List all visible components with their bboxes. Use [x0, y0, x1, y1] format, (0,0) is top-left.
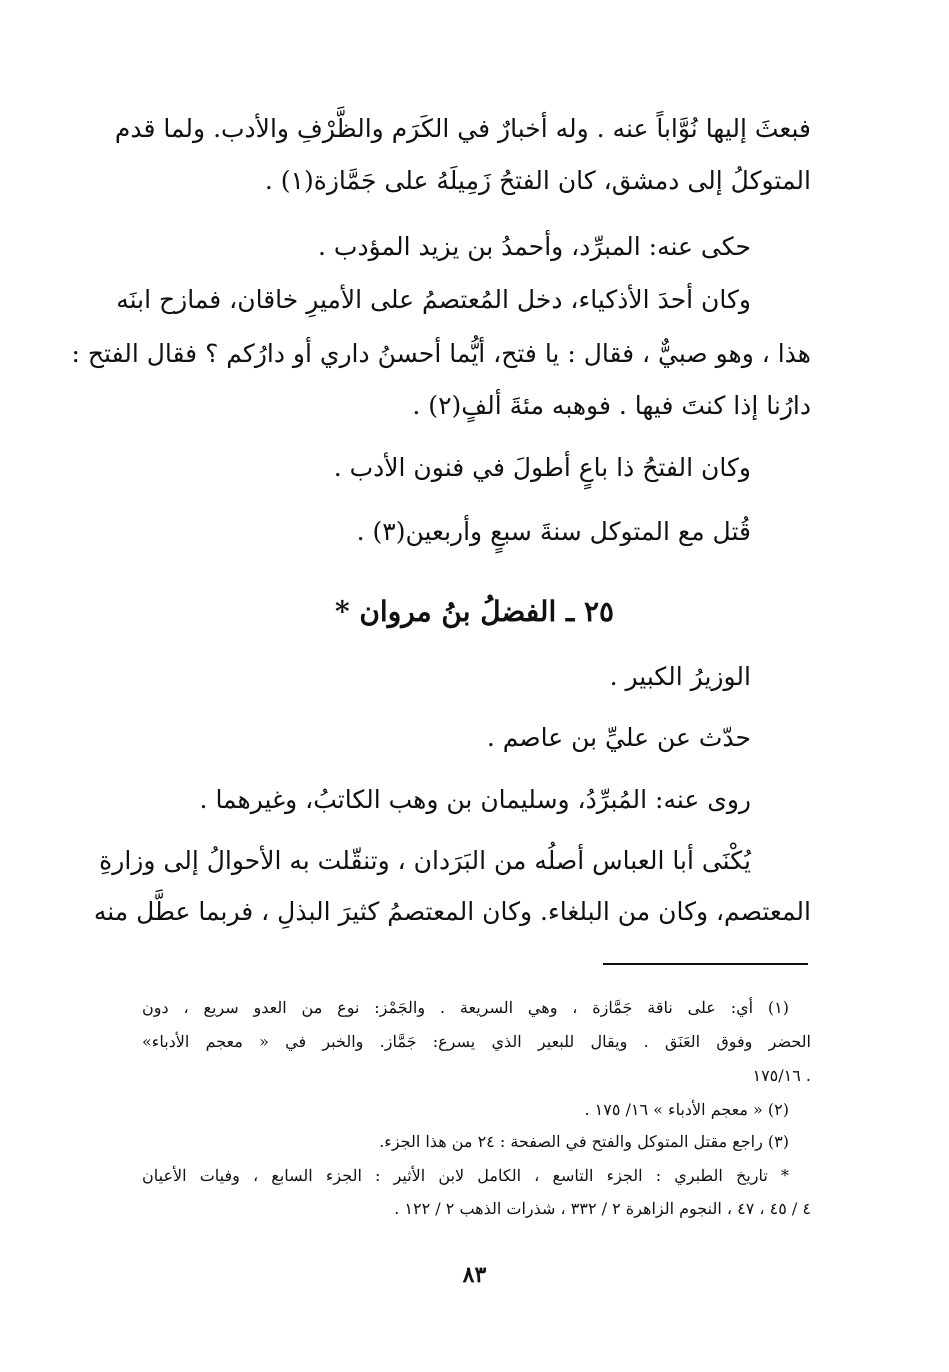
body-line-7: وكان الفتحُ ذا باعٍ أطولَ في فنون الأدب . [333, 453, 751, 482]
body-line-12: يُكْنَى أبا العباس أصلُه من البَرَدان ، وتنقّلت به الأحوالُ إلى وزارةِ [99, 846, 751, 875]
body-line-11: روى عنه: المُبرِّدُ، وسليمان بن وهب الكاتبُ، وغيرهما . [199, 785, 751, 814]
section-heading: ٢٥ ـ الفضلُ بنُ مروان * [334, 595, 615, 628]
body-line-8: قُتل مع المتوكل سنةَ سبعٍ وأربعين(٣) . [356, 517, 751, 546]
footnote-line-7: ٤ / ٤٥ ، ٤٧ ، النجوم الزاهرة ٢ / ٣٣٢ ، شذرات الذهب ٢ / ١٢٢ . [394, 1199, 811, 1218]
body-line-1: فبعثَ إليها نُوَّاباً عنه . وله أخبارٌ في الكَرَم والظَّرْفِ والأدب. ولما قدم [114, 114, 811, 143]
footnote-line-5: (٣) راجع مقتل المتوكل والفتح في الصفحة : ٢٤ من هذا الجزء. [379, 1132, 789, 1151]
body-line-5: هذا ، وهو صبيٌّ ، فقال : يا فتح، أيُّما أحسنُ داري أو دارُكم ؟ فقال الفتح : [71, 339, 811, 368]
page-number: ٨٣ [462, 1262, 487, 1288]
footnote-line-4: (٢) « معجم الأدباء » ١٦/ ١٧٥ . [584, 1100, 789, 1119]
footnote-line-6: * تاريخ الطبري : الجزء التاسع ، الكامل لابن الأثير : الجزء السابع ، وفيات الأعيان [142, 1166, 789, 1185]
body-line-9: الوزيرُ الكبير . [609, 662, 751, 691]
body-line-10: حدّث عن عليِّ بن عاصم . [486, 723, 751, 752]
body-line-13: المعتصم، وكان من البلغاء. وكان المعتصمُ كثيرَ البذلِ ، فربما عطَّل منه [93, 897, 811, 926]
footnote-line-1: (١) أي: على ناقة جَمَّازة ، وهي السريعة . والجَمْز: نوع من العدو سريع ، دون [142, 998, 789, 1017]
body-line-3: حكى عنه: المبرِّد، وأحمدُ بن يزيد المؤدب . [318, 232, 751, 261]
footnote-separator [603, 963, 808, 965]
footnote-line-2: الحضر وفوق العَنَق . ويقال للبعير الذي يسرع: جَمَّاز. والخبر في « معجم الأدباء» [142, 1032, 811, 1051]
body-line-4: وكان أحدَ الأذكياء، دخل المُعتصمُ على الأميرِ خاقان، فمازح ابنَه [116, 285, 751, 314]
body-line-2: المتوكلُ إلى دمشق، كان الفتحُ زَمِيلَهُ على جَمَّازة(١) . [264, 166, 811, 195]
body-line-6: دارُنا إذا كنتَ فيها . فوهبه مئةَ ألفٍ(٢) . [412, 391, 811, 420]
footnote-line-3: . ١٧٥/١٦ [752, 1066, 811, 1085]
